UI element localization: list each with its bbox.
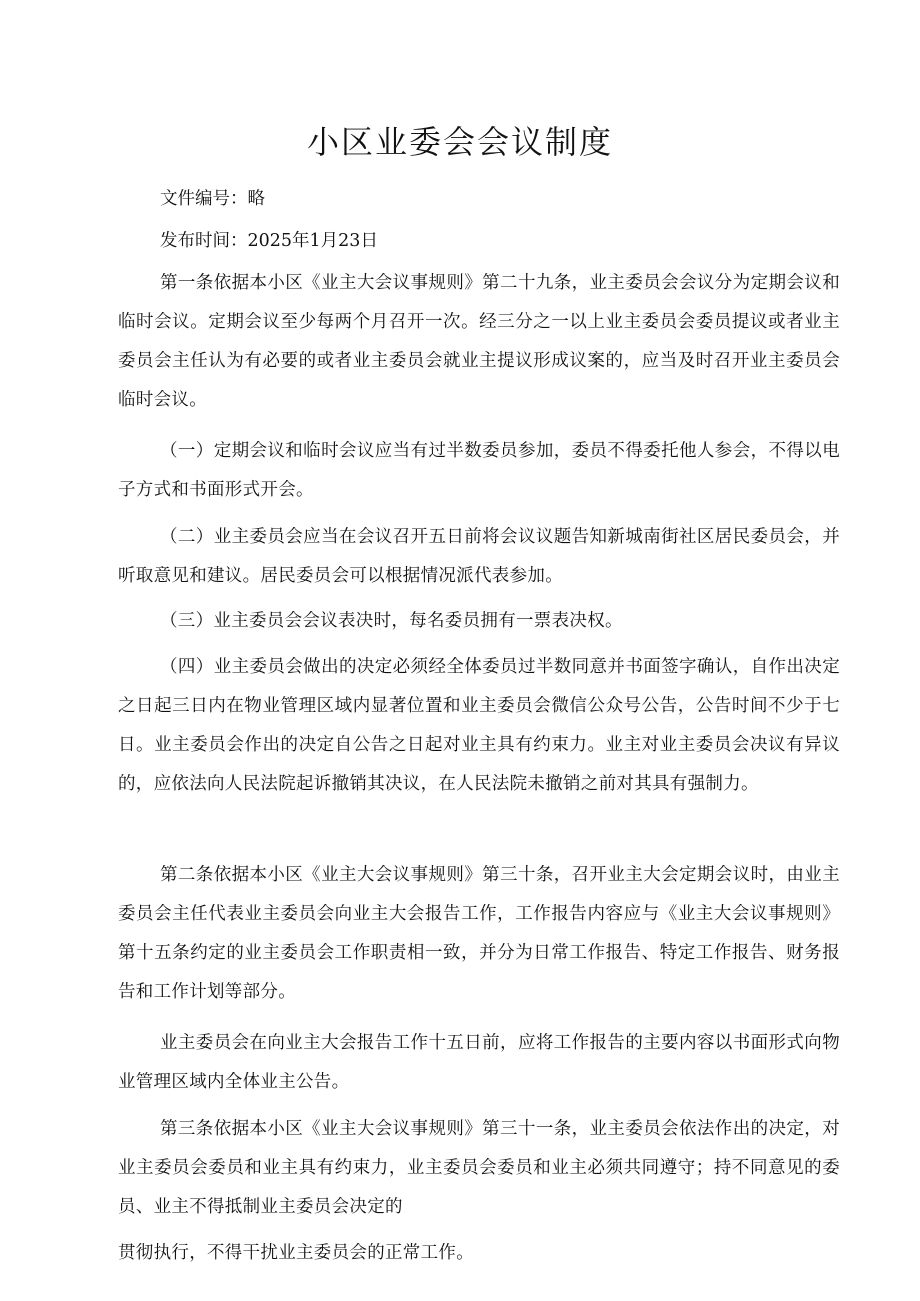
- file-number: 文件编号：略: [160, 189, 265, 209]
- article-1-item-1: （一）定期会议和临时会议应当有过半数委员参加，委员不得委托他人参会，不得以电子方式和书面形式开会。: [118, 441, 840, 500]
- publish-date: 发布时间：2025年1月23日: [160, 231, 378, 251]
- article-3-continuation: 贯彻执行，不得干扰业主委员会的正常工作。: [118, 1243, 474, 1263]
- article-3-paragraph: 第三条依据本小区《业主大会议事规则》第三十一条，业主委员会依法作出的决定，对业主委员会委员和业主具有约束力，业主委员会委员和业主必须共同遵守；持不同意见的委员、业主不得抵制业主委员会决定的: [118, 1119, 840, 1217]
- article-1-item-2: （二）业主委员会应当在会议召开五日前将会议议题告知新城南街社区居民委员会，并听取意见和建议。居民委员会可以根据情况派代表参加。: [118, 527, 840, 586]
- article-2-followup: 业主委员会在向业主大会报告工作十五日前，应将工作报告的主要内容以书面形式向物业管理区域内全体业主公告。: [118, 1033, 840, 1092]
- article-1-item-4: （四）业主委员会做出的决定必须经全体委员过半数同意并书面签字确认，自作出决定之日起三日内在物业管理区域内显著位置和业主委员会微信公众号公告，公告时间不少于七日。业主委员会作出的决定自公告之日起对业主具有约束力。业主对业主委员会决议有异议的，应依法向人民法院起诉撤销其决议，在人民法院未撤销之前对其具有强制力。: [118, 657, 840, 794]
- article-1-paragraph: 第一条依据本小区《业主大会议事规则》第二十九条，业主委员会会议分为定期会议和临时会议。定期会议至少每两个月召开一次。经三分之一以上业主委员会委员提议或者业主委员会主任认为有必要的或者业主委员会就业主提议形成议案的，应当及时召开业主委员会临时会议。: [118, 273, 840, 410]
- article-1-item-3: （三）业主委员会会议表决时，每名委员拥有一票表决权。: [160, 611, 623, 631]
- document-title: 小区业委会会议制度: [306, 123, 613, 161]
- article-2-paragraph: 第二条依据本小区《业主大会议事规则》第三十条，召开业主大会定期会议时，由业主委员会主任代表业主委员会向业主大会报告工作，工作报告内容应与《业主大会议事规则》第十五条约定的业主委员会工作职责相一致，并分为日常工作报告、特定工作报告、财务报告和工作计划等部分。: [118, 865, 840, 1002]
